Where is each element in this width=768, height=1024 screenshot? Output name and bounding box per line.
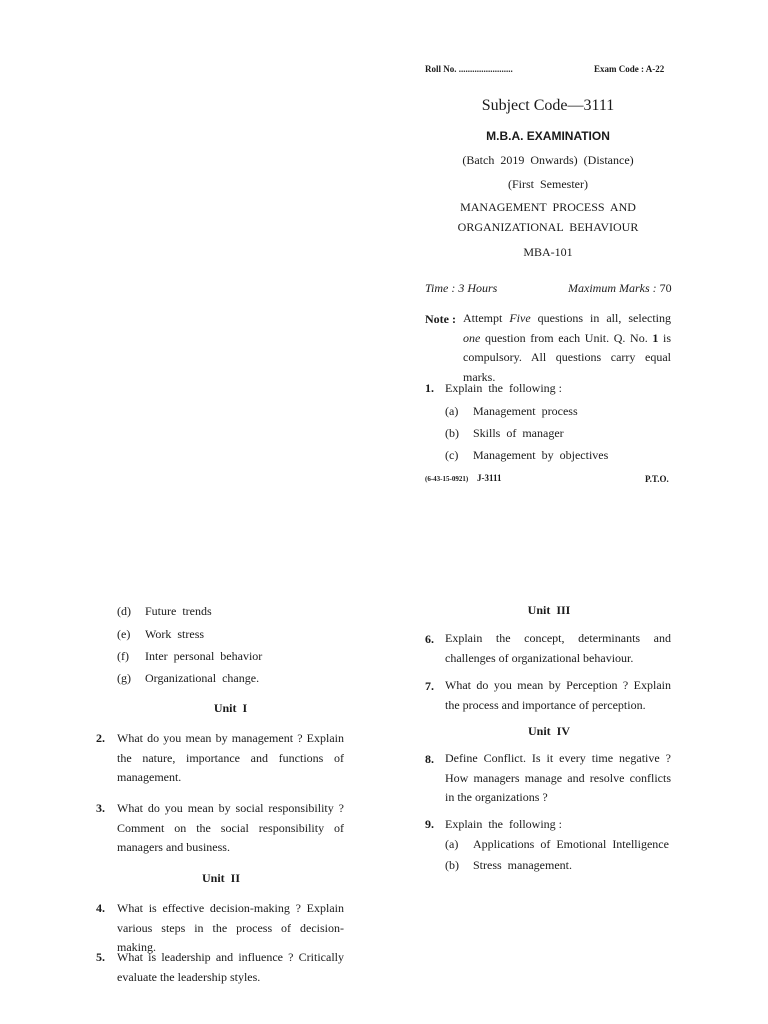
question-2-text: What do you mean by management ? Explain the nature, importance and functions of management. [117,731,344,784]
footer-paper-code: J-3111 [477,473,502,483]
question-3-number: 3. [96,801,105,815]
question-1-part-f [117,649,262,664]
part-text: Management process [473,404,578,418]
subject-code: Subject Code—3111 [481,97,615,114]
roll-number-line: Roll No. ........................ [425,64,513,74]
exam-code: Exam Code : A-22 [594,64,665,74]
question-3-text: What do you mean by social responsibility ? Comment on the social responsibility of managers and business. [117,801,344,854]
note-text [463,309,671,387]
part-label: (a) [445,837,459,851]
semester-info: (First Semester) [508,177,588,191]
part-label: (g) [117,671,131,685]
note-part: questions in all, selecting [530,311,672,325]
question-7-number: 7. [425,679,434,693]
footer-pto: P.T.O. [645,474,669,484]
maximum-marks [568,281,672,296]
part-label: (e) [117,627,131,641]
marks-value: 70 [659,281,672,295]
question-5-number: 5. [96,950,105,964]
question-4-text: What is effective decision-making ? Explain various steps in the process of decision-making. [117,901,344,954]
question-7-text: What do you mean by Perception ? Explain the process and importance of perception. [445,678,671,712]
footer-print-code: (6-43-15-0921) [425,475,469,483]
marks-label: Maximum Marks : [568,281,657,295]
note-part: is compulsory. All questions carry equal marks. [463,330,671,384]
note-emphasis-five: Five [509,311,531,325]
time-allowed: Time : 3 Hours [425,281,498,295]
part-text: Inter personal behavior [145,649,263,663]
paper-code: MBA-101 [523,245,573,259]
question-9-number: 9. [425,817,434,831]
unit-1-heading: Unit I [213,701,248,715]
note-question-number: 1 [652,330,659,345]
question-4-number: 4. [96,901,105,915]
question-9-part-a [445,837,669,852]
exam-title: M.B.A. EXAMINATION [486,129,610,143]
part-label: (f) [117,649,129,663]
question-6-number: 6. [425,632,434,646]
question-1-part-c [445,448,608,463]
unit-3-heading: Unit III [527,603,571,617]
part-text: Organizational change. [145,671,260,685]
part-text: Skills of manager [473,426,564,440]
question-9-part-b [445,858,572,873]
part-text: Management by objectives [473,448,609,462]
part-label: (d) [117,604,131,618]
question-8-number: 8. [425,752,434,766]
question-1-part-b [445,426,564,441]
question-2-number: 2. [96,731,105,745]
part-text: Work stress [145,627,205,641]
note-emphasis-one: one [463,330,481,345]
note-label: Note : [425,312,456,326]
question-5-text: What is leadership and influence ? Critically evaluate the leadership styles. [117,950,344,984]
question-1-part-g [117,671,259,686]
question-1-part-e [117,627,204,642]
question-1-part-a [445,404,578,419]
part-label: (a) [445,404,459,418]
part-label: (b) [445,858,459,872]
part-text: Future trends [145,604,212,618]
note-part: question from each Unit. Q. No. [480,330,653,345]
part-text: Applications of Emotional Intelligence [473,837,669,851]
part-label: (c) [445,448,459,462]
unit-4-heading: Unit IV [527,724,570,738]
unit-2-heading: Unit II [201,871,240,885]
question-9-text: Explain the following : [445,817,562,831]
question-1-part-d [117,604,212,619]
question-1-text: Explain the following : [445,381,562,395]
batch-info: (Batch 2019 Onwards) (Distance) [462,153,634,167]
question-1-number: 1. [425,381,434,395]
question-8-text: Define Conflict. Is it every time negative ? How managers manage and resolve conflicts in the organizations ? [445,751,671,804]
paper-title-line-2: ORGANIZATIONAL BEHAVIOUR [457,220,639,234]
part-label: (b) [445,426,459,440]
paper-title-line-1: MANAGEMENT PROCESS AND [460,200,636,214]
question-6-text: Explain the concept, determinants and challenges of organizational behaviour. [445,631,671,665]
note-part: Attempt [463,311,510,325]
part-text: Stress management. [473,858,572,872]
